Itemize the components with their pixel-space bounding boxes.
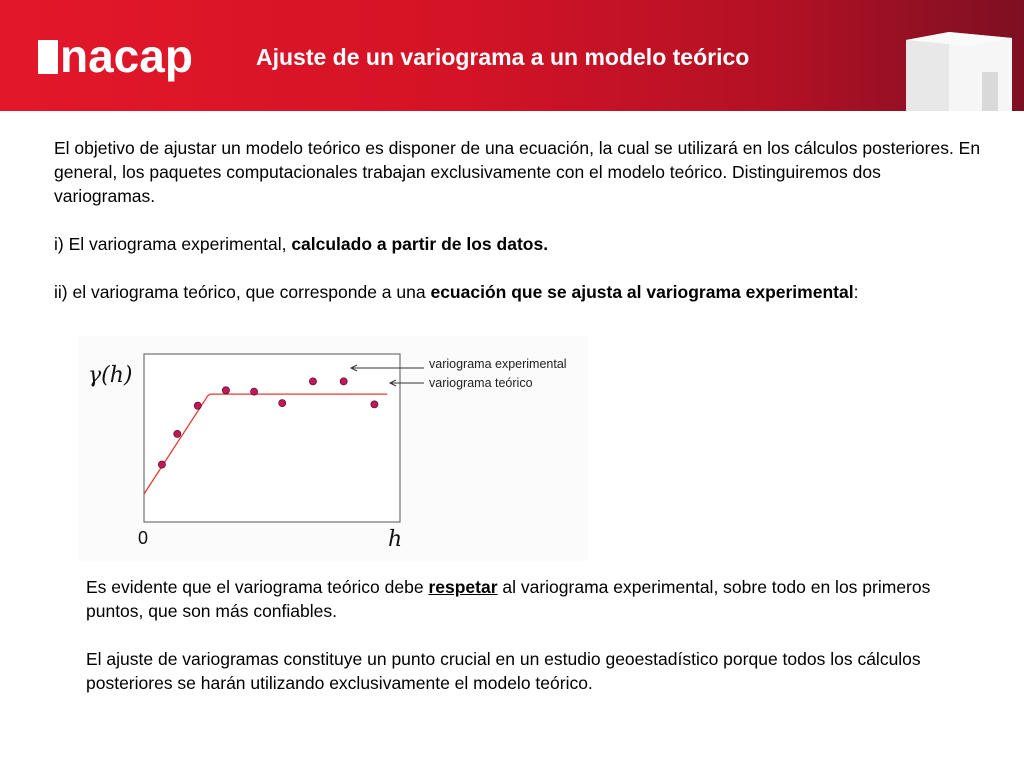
experimental-point bbox=[174, 430, 181, 437]
legend-experimental: variograma experimental bbox=[429, 357, 567, 371]
experimental-point bbox=[279, 400, 286, 407]
logo-text: nacap bbox=[60, 30, 193, 82]
plot-frame bbox=[144, 354, 400, 522]
variogram-chart bbox=[78, 336, 588, 561]
experimental-point bbox=[371, 401, 378, 408]
y-axis-label: γ(h) bbox=[88, 363, 133, 388]
lower-text bbox=[86, 575, 986, 695]
legend-teorico: variograma teórico bbox=[429, 376, 533, 390]
x-origin-label: 0 bbox=[138, 528, 149, 548]
item-experimental bbox=[54, 232, 984, 256]
p1-suffix: al variograma experimental, sobre todo en los primeros puntos, que son más confiables. bbox=[86, 577, 931, 621]
intro-paragraph: El objetivo de ajustar un modelo teórico es disponer de una ecuación, la cual se utilizará en los cálculos posteriores. En general, los paquetes computacionales trabajan exclusivamente con el modelo teórico. Distinguiremos dos variogramas. bbox=[54, 138, 981, 206]
lower-paragraph-1 bbox=[86, 575, 986, 623]
item1-bold: calculado a partir de los datos. bbox=[291, 234, 549, 254]
slide-title: Ajuste de un variograma a un modelo teórico bbox=[256, 44, 750, 70]
item2-prefix: ii) el variograma teórico, que corresponde a una bbox=[54, 282, 431, 302]
item1-prefix: i) El variograma experimental, bbox=[54, 234, 292, 254]
header-banner bbox=[0, 0, 1024, 111]
variogram-chart-svg bbox=[78, 336, 588, 561]
experimental-point bbox=[222, 387, 229, 394]
experimental-point bbox=[309, 378, 316, 385]
item2-suffix: : bbox=[853, 282, 859, 302]
inacap-logo bbox=[38, 30, 218, 86]
experimental-point bbox=[158, 461, 165, 468]
experimental-point bbox=[340, 378, 347, 385]
respetar-emphasis: respetar bbox=[428, 577, 498, 597]
item-teorico bbox=[54, 280, 984, 304]
item2-bold: ecuación que se ajusta al variograma experimental bbox=[430, 282, 854, 302]
p1-prefix: Es evidente que el variograma teórico debe bbox=[86, 577, 429, 597]
lower-paragraph-2: El ajuste de variogramas constituye un punto crucial en un estudio geoestadístico porque todos los cálculos posteriores se harán utilizando exclusivamente el modelo teórico. bbox=[86, 649, 921, 693]
experimental-point bbox=[194, 402, 201, 409]
logo-square-mark bbox=[38, 40, 58, 74]
cube-icon bbox=[894, 0, 1024, 111]
intro-text bbox=[54, 136, 984, 304]
x-axis-label: h bbox=[388, 527, 403, 552]
experimental-point bbox=[250, 388, 257, 395]
